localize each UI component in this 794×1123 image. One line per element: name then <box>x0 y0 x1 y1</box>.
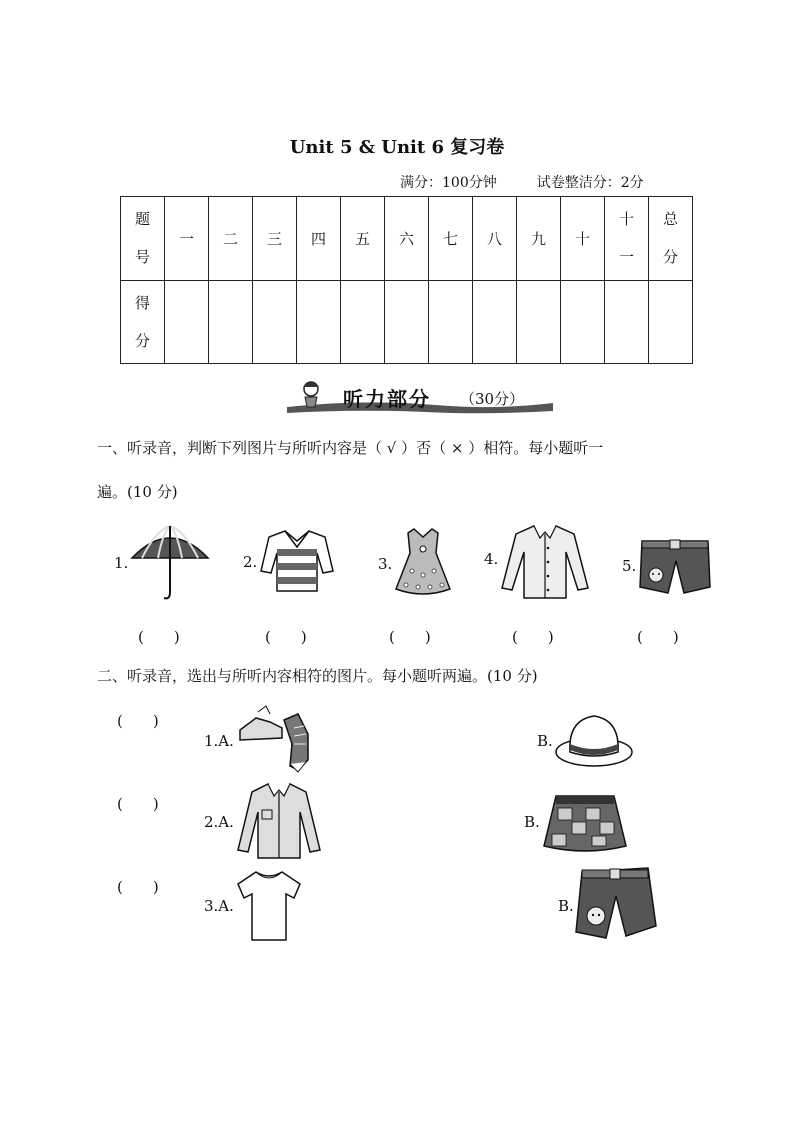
hat-icon <box>554 714 634 770</box>
column-cell: 五 <box>341 197 385 281</box>
total-label: 总分 <box>663 210 679 267</box>
q1-answer-1[interactable]: ( ) <box>138 628 180 646</box>
column-cell: 七 <box>429 197 473 281</box>
q1-answer-5[interactable]: ( ) <box>637 628 679 646</box>
score-input-cell[interactable] <box>253 280 297 364</box>
q1-answer-4[interactable]: ( ) <box>512 628 554 646</box>
q1-answer-3[interactable]: ( ) <box>389 628 431 646</box>
score-input-cell[interactable] <box>209 280 253 364</box>
neatness-score: 试卷整洁分：2分 <box>536 175 644 191</box>
score-input-cell[interactable] <box>165 280 209 364</box>
q1-item-3: 3. <box>378 525 478 600</box>
score-input-cell[interactable] <box>341 280 385 364</box>
q2-item-3-b-label: B. <box>558 897 574 915</box>
skirt-icon <box>542 792 628 854</box>
q2-item-2-b-label: B. <box>524 813 540 831</box>
sneakers-icon <box>236 704 316 774</box>
score-input-cell[interactable] <box>429 280 473 364</box>
column-cell: 十 <box>561 197 605 281</box>
shirt-icon <box>236 780 322 862</box>
shorts-icon <box>574 866 658 944</box>
score-table-header-row <box>121 197 693 281</box>
q1-item-5: 5. <box>622 535 722 600</box>
score-table <box>120 196 693 364</box>
column-cell-eleven <box>605 197 649 281</box>
shorts-icon <box>638 537 712 597</box>
column-cell: 四 <box>297 197 341 281</box>
eleven-label: 十一 <box>619 210 635 267</box>
score-input-cell[interactable] <box>605 280 649 364</box>
column-cell: 一 <box>165 197 209 281</box>
exam-meta <box>400 172 644 192</box>
page-title: Unit 5 & Unit 6 复习卷 <box>289 137 505 158</box>
full-score: 满分：100分钟 <box>400 175 497 191</box>
column-cell: 六 <box>385 197 429 281</box>
q2-item-1-a-label: 1.A. <box>204 732 234 750</box>
column-cell: 九 <box>517 197 561 281</box>
score-input-cell[interactable] <box>517 280 561 364</box>
column-cell: 八 <box>473 197 517 281</box>
q1-item-2: 2. <box>243 525 343 595</box>
q2-item-1-b-label: B. <box>537 732 553 750</box>
sweater-icon <box>259 527 335 595</box>
q2-answer-1[interactable]: ( ) <box>117 712 159 730</box>
score-input-cell[interactable] <box>385 280 429 364</box>
q1-instruction-line1: 一、听录音，判断下列图片与所听内容是（ √ ）否（ × ）相符。每小题听一 <box>97 439 604 457</box>
score-input-cell[interactable] <box>649 280 693 364</box>
score-table-score-row <box>121 280 693 364</box>
q2-item-2-a-label: 2.A. <box>204 813 234 831</box>
column-cell: 三 <box>253 197 297 281</box>
tshirt-icon <box>236 870 302 944</box>
score-input-cell[interactable] <box>297 280 341 364</box>
q2-answer-3[interactable]: ( ) <box>117 878 159 896</box>
q1-answer-2[interactable]: ( ) <box>265 628 307 646</box>
q1-item-4: 4. <box>484 520 594 602</box>
dress-icon <box>392 527 454 599</box>
column-cell: 二 <box>209 197 253 281</box>
header-cell: 得 分 <box>121 280 165 364</box>
header-cell: 题 号 <box>121 197 165 281</box>
banner-title: 听力部分 <box>343 387 431 411</box>
column-cell-total <box>649 197 693 281</box>
q2-instruction: 二、听录音，选出与所听内容相符的图片。每小题听两遍。(10 分) <box>97 667 538 685</box>
section-banner <box>285 377 555 415</box>
q2-answer-2[interactable]: ( ) <box>117 795 159 813</box>
score-input-cell[interactable] <box>473 280 517 364</box>
shirt-icon <box>500 522 590 602</box>
score-input-cell[interactable] <box>561 280 605 364</box>
umbrella-icon <box>130 524 210 602</box>
q2-item-3-a-label: 3.A. <box>204 897 234 915</box>
q1-instruction-line2: 遍。(10 分) <box>97 483 178 501</box>
banner-points: （30分） <box>460 390 525 408</box>
q1-item-1: 1. <box>114 520 214 600</box>
